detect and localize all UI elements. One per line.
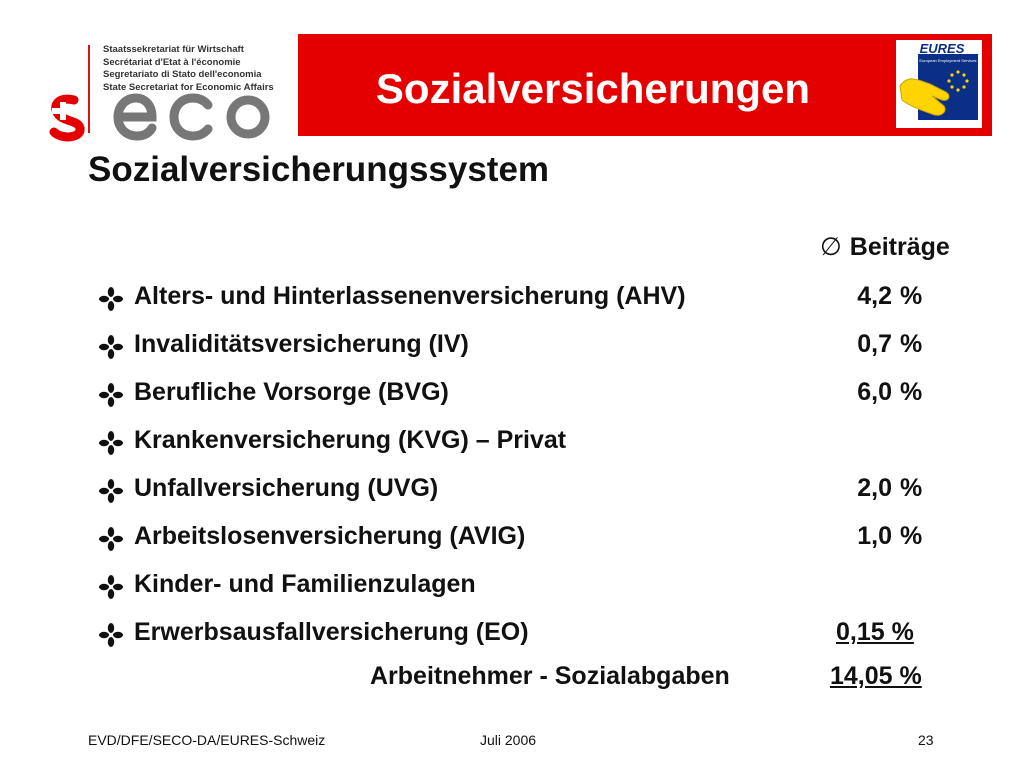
- diamond-bullet-icon: [98, 622, 124, 648]
- eures-logo-text: EURES: [919, 41, 965, 56]
- item-unit: %: [900, 330, 923, 358]
- seco-logo: [48, 92, 298, 142]
- item-unit: %: [900, 282, 923, 310]
- item-value: 2,0: [857, 474, 892, 502]
- item-label: Unfallversicherung (UVG): [134, 474, 439, 502]
- item-unit: %: [900, 378, 923, 406]
- insurance-item-ahv: [98, 282, 958, 314]
- diamond-bullet-icon: [98, 574, 124, 600]
- title-banner: [298, 34, 888, 136]
- org-name-de: Staatssekretariat für Wirtschaft: [103, 44, 244, 55]
- page-number: 23: [918, 732, 934, 748]
- banner-title: Sozialversicherungen: [375, 65, 811, 112]
- org-name-en: State Secretariat for Economic Affairs: [103, 81, 274, 93]
- footer-organization: EVD/DFE/SECO-DA/EURES-Schweiz: [88, 732, 326, 748]
- item-label: Berufliche Vorsorge (BVG): [134, 378, 449, 406]
- average-symbol: ∅: [820, 233, 842, 261]
- org-name-fr: Secrétariat d'Etat à l'économie: [103, 56, 241, 68]
- diamond-bullet-icon: [98, 382, 124, 408]
- diamond-bullet-icon: [98, 286, 124, 312]
- org-name-it: Segretariato di Stato dell'economia: [103, 69, 262, 80]
- item-value: 4,2: [857, 282, 892, 310]
- item-label: Alters- und Hinterlassenenversicherung (AHV): [134, 282, 686, 310]
- item-value: 1,0: [857, 522, 892, 550]
- insurance-item-family-allowances: [98, 570, 958, 602]
- item-value-underlined: 0,15 %: [836, 618, 914, 646]
- insurance-item-eo: [98, 618, 958, 650]
- insurance-item-bvg: [98, 378, 958, 410]
- item-label: Erwerbsausfallversicherung (EO): [134, 618, 529, 646]
- item-unit: %: [900, 474, 923, 502]
- item-label: Invaliditätsversicherung (IV): [134, 330, 469, 358]
- item-value: 0,7: [857, 330, 892, 358]
- insurance-item-kvg: [98, 426, 958, 458]
- item-unit: %: [900, 522, 923, 550]
- insurance-item-avig: [98, 522, 958, 554]
- column-header-label: Beiträge: [849, 233, 950, 261]
- item-value: 6,0: [857, 378, 892, 406]
- section-title: Sozialversicherungssystem: [88, 150, 550, 189]
- footer-date: Juli 2006: [480, 732, 537, 748]
- diamond-bullet-icon: [98, 478, 124, 504]
- item-label: Kinder- und Familienzulagen: [134, 570, 476, 598]
- eures-tagline: European Employment Services: [919, 58, 977, 63]
- insurance-item-uvg: [98, 474, 958, 506]
- organization-names: [103, 44, 274, 94]
- eures-logo: [896, 40, 982, 128]
- total-label: Arbeitnehmer - Sozialabgaben: [370, 662, 730, 690]
- diamond-bullet-icon: [98, 334, 124, 360]
- contribution-column-header: [820, 232, 950, 262]
- diamond-bullet-icon: [98, 430, 124, 456]
- diamond-bullet-icon: [98, 526, 124, 552]
- item-label: Krankenversicherung (KVG) – Privat: [134, 426, 567, 454]
- total-value: 14,05 %: [830, 662, 922, 690]
- item-label: Arbeitslosenversicherung (AVIG): [134, 522, 526, 550]
- insurance-item-iv: [98, 330, 958, 362]
